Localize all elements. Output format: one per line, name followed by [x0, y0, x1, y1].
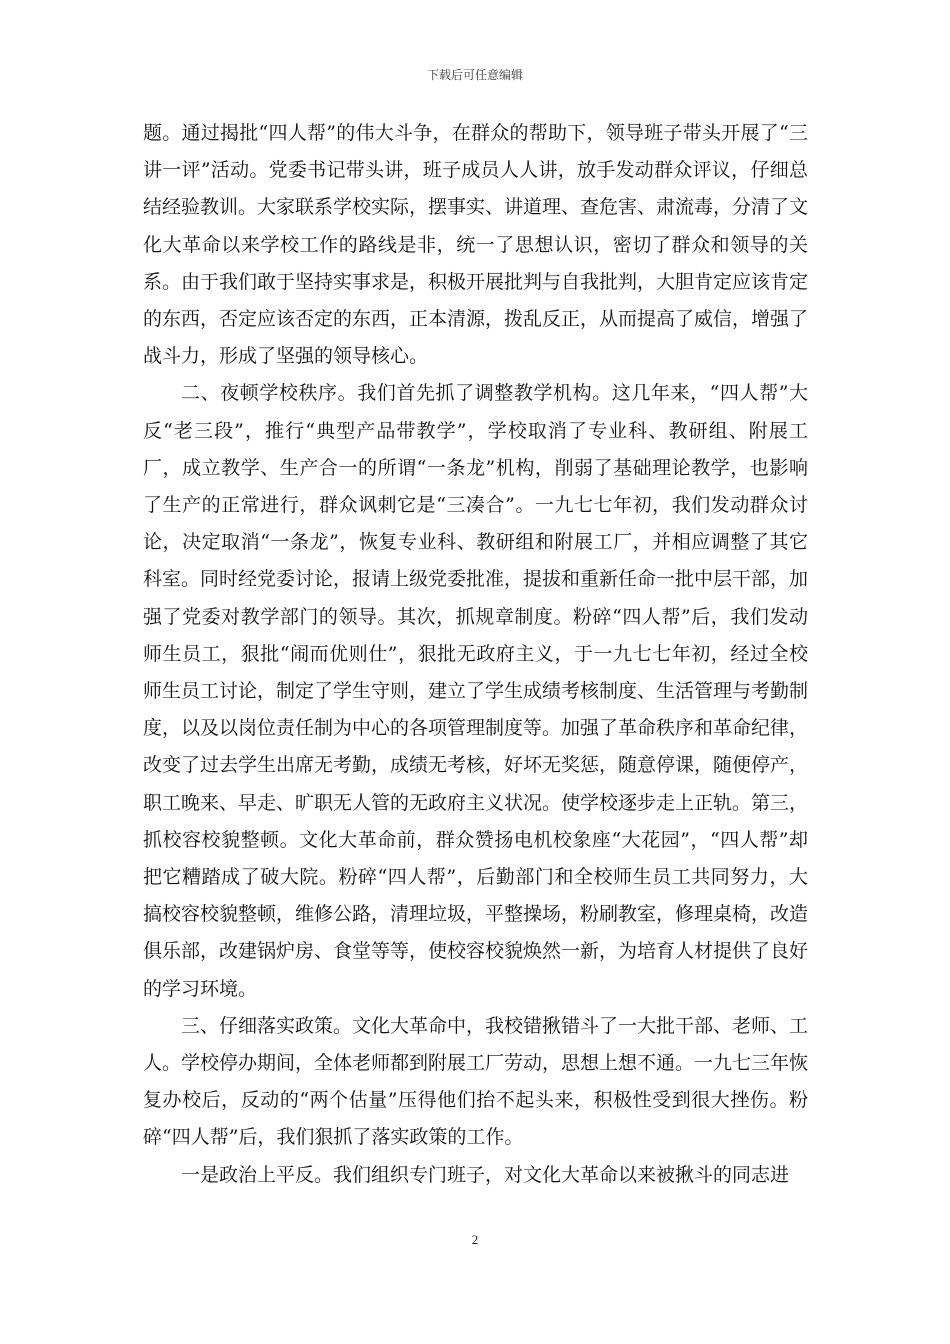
paragraph-1: 题。通过揭批“四人帮”的伟大斗争，在群众的帮助下，领导班子带头开展了“三讲一评”活动。党委书记带头讲，班子成员人人讲，放手发动群众评议，仔细总结经验教训。大家联系学校实际，摆事实、讲道理、查危害、肃流毒，分清了文化大革命以来学校工作的路线是非，统一了思想认识，密切了群众和领导的关系。由于我们敢于坚持实事求是，积极开展批判与自我批判，大胆肯定应该肯定的东西，否定应该否定的东西，正本清源，拨乱反正，从而提高了威信，增强了战斗力，形成了坚强的领导核心。 [143, 122, 809, 368]
paragraph-2: 二、夜顿学校秩序。我们首先抓了调整教学机构。这几年来，“四人帮”大反“老三段”，推行“典型产品带教学”，学校取消了专业科、教研组、附展工厂，成立教学、生产合一的所谓“一条龙”机构，削弱了基础理论教学，也影响了生产的正常进行，群众讽刺它是“三凑合”。一九七七年初，我们发动群众讨论，决定取消“一条龙”，恢复专业科、教研组和附展工厂，并相应调整了其它科室。同时经党委讨论，报请上级党委批准，提拔和重新任命一批中层干部，加强了党委对教学部门的领导。其次，抓规章制度。粉碎“四人帮”后，我们发动师生员工，狠批“闹而优则仕”，狠批无政府主义，于一九七七年初，经过全校师生员工讨论，制定了学生守则，建立了学生成绩考核制度、生活管理与考勤制度，以及以岗位责任制为中心的各项管理制度等。加强了革命秩序和革命纪律，改变了过去学生出席无考勤，成绩无考核，好坏无奖惩，随意停课，随便停产，职工晚来、早走、旷职无人管的无政府主义状况。使学校逐步走上正轨。第三，抓校容校貌整顿。文化大革命前，群众赞扬电机校象座“大花园”，“四人帮”却把它糟踏成了破大院。粉碎“四人帮”，后勤部门和全校师生员工共同努力，大搞校容校貌整顿，维修公路，清理垃圾，平整操场，粉刷教室，修理桌椅，改造俱乐部，改建锅炉房、食堂等等，使校容校貌焕然一新，为培育人材提供了良好的学习环境。 [143, 382, 809, 1000]
page-header: 下载后可任意编辑 [426, 68, 523, 82]
page-number: 2 [471, 1232, 479, 1247]
paragraph-3: 三、仔细落实政策。文化大革命中，我校错揪错斗了一大批干部、老师、工人。学校停办期间，全体老师都到附展工厂劳动，思想上想不通。一九七三年恢复办校后，反动的“两个估量”压得他们抬不起头来，积极性受到很大挫伤。粉碎“四人帮”后，我们狠抓了落实政策的工作。 [143, 1014, 809, 1149]
document-body [143, 115, 808, 1194]
paragraph-4: 一是政治上平反。我们组织专门班子，对文化大革命以来被揪斗的同志进 [181, 1163, 790, 1186]
